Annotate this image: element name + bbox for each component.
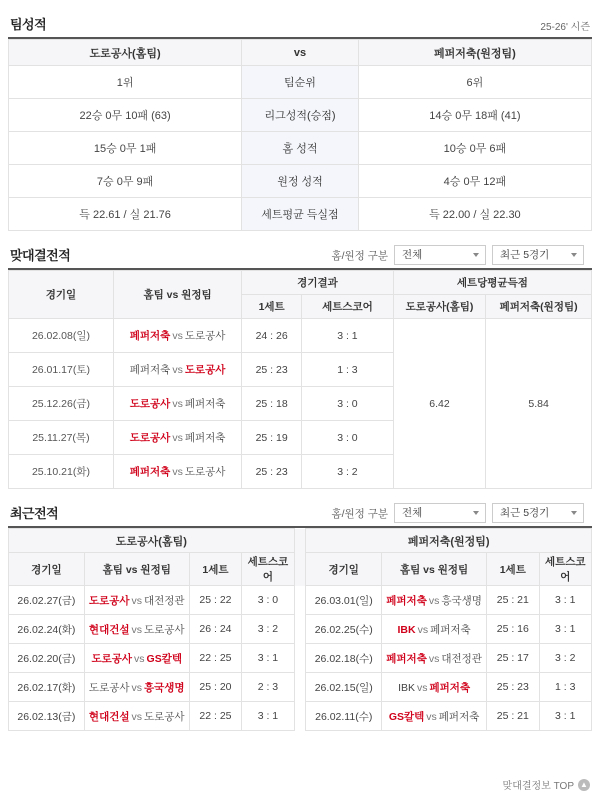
recent-left-away-team: 흥국생명 bbox=[144, 681, 185, 694]
table-row bbox=[9, 198, 592, 231]
h2h-section-header bbox=[8, 245, 592, 270]
h2h-title: 맞대결전적 bbox=[10, 248, 71, 263]
h2h-row-match: 페퍼저축 vs 도로공사 bbox=[113, 455, 241, 489]
h2h-row-away-team: 도로공사 bbox=[184, 364, 226, 376]
h2h-row-date: 26.02.08(일) bbox=[9, 319, 114, 353]
recent-section-header bbox=[8, 503, 592, 528]
h2h-header-avg-group: 세트당평균득점 bbox=[393, 271, 591, 295]
recent-right-set-score: 3 : 1 bbox=[539, 586, 591, 615]
team-record-away-value: 14승 0무 18패 (41) bbox=[358, 99, 591, 132]
recent-left-set-score: 3 : 1 bbox=[242, 644, 294, 673]
h2h-table bbox=[8, 270, 592, 489]
h2h-row-set-score: 1 : 3 bbox=[302, 353, 394, 387]
h2h-header-avg-away: 페퍼저축(원정팀) bbox=[486, 295, 592, 319]
recent-left-away-team: 도로공사 bbox=[144, 710, 185, 723]
h2h-header-avg-home: 도로공사(홈팀) bbox=[393, 295, 485, 319]
recent-left-header-date: 경기일 bbox=[9, 553, 85, 586]
recent-right-set-score: 3 : 1 bbox=[539, 702, 591, 731]
team-record-away-value: 10승 0무 6패 bbox=[358, 132, 591, 165]
footer-top-link[interactable] bbox=[503, 777, 590, 792]
recent-right-away-team: 페퍼저축 bbox=[438, 710, 480, 723]
recent-home-away-value: 전체 bbox=[402, 507, 423, 519]
recent-left-date: 26.02.17(화) bbox=[9, 673, 85, 702]
h2h-row-away-team: 도로공사 bbox=[184, 330, 226, 342]
recent-right-set-score: 3 : 1 bbox=[539, 615, 591, 644]
recent-home-away-label: 홈/원정 구분 bbox=[331, 507, 388, 520]
recent-left-set-score: 3 : 0 bbox=[242, 586, 294, 615]
recent-right-date: 26.02.25(수) bbox=[306, 615, 382, 644]
table-header-row bbox=[9, 529, 592, 553]
team-record-row-label: 원정 성적 bbox=[242, 165, 359, 198]
chevron-down-icon bbox=[467, 246, 485, 264]
team-record-home-value: 1위 bbox=[9, 66, 242, 99]
h2h-row-set-score: 3 : 1 bbox=[302, 319, 394, 353]
h2h-filters bbox=[331, 245, 584, 265]
team-record-header-home: 도로공사(홈팀) bbox=[9, 40, 242, 66]
h2h-row-set-score: 3 : 2 bbox=[302, 455, 394, 489]
recent-right-home-team: IBK bbox=[398, 681, 416, 694]
team-record-section-header bbox=[8, 14, 592, 39]
recent-left-team-title: 도로공사(홈팀) bbox=[9, 529, 295, 553]
recent-left-match: 도로공사 vs 흥국생명 bbox=[84, 673, 189, 702]
h2h-home-away-label: 홈/원정 구분 bbox=[331, 249, 388, 262]
h2h-home-away-select[interactable] bbox=[394, 245, 486, 265]
table-divider bbox=[294, 615, 306, 644]
recent-right-set-score: 1 : 3 bbox=[539, 673, 591, 702]
recent-right-header-match: 홈팀 vs 원정팀 bbox=[382, 553, 487, 586]
h2h-row-home-team: 페퍼저축 bbox=[129, 364, 171, 376]
recent-right-set1: 25 : 23 bbox=[487, 673, 539, 702]
table-divider bbox=[294, 553, 306, 586]
h2h-header-set1: 1세트 bbox=[242, 295, 302, 319]
recent-left-home-team: 도로공사 bbox=[91, 652, 133, 665]
recent-right-header-date: 경기일 bbox=[306, 553, 382, 586]
table-row bbox=[9, 319, 592, 353]
team-record-home-value: 22승 0무 10패 (63) bbox=[9, 99, 242, 132]
h2h-row-set1: 25 : 23 bbox=[242, 455, 302, 489]
team-record-row-label: 세트평균 득실점 bbox=[242, 198, 359, 231]
table-row bbox=[9, 673, 592, 702]
recent-left-set1: 22 : 25 bbox=[189, 702, 241, 731]
team-record-away-value: 4승 0무 12패 bbox=[358, 165, 591, 198]
recent-left-date: 26.02.27(금) bbox=[9, 586, 85, 615]
h2h-row-home-team: 도로공사 bbox=[129, 398, 171, 410]
recent-right-home-team: 페퍼저축 bbox=[386, 594, 427, 607]
h2h-header-result-group: 경기결과 bbox=[242, 271, 394, 295]
recent-left-match: 도로공사 vs GS칼텍 bbox=[84, 644, 189, 673]
h2h-games-value: 최근 5경기 bbox=[500, 249, 550, 261]
recent-left-away-team: 대전정관 bbox=[144, 594, 185, 607]
team-record-row-label: 팀순위 bbox=[242, 66, 359, 99]
h2h-row-date: 25.12.26(금) bbox=[9, 387, 114, 421]
recent-right-team-title: 페퍼저축(원정팀) bbox=[306, 529, 592, 553]
table-row bbox=[9, 66, 592, 99]
team-record-title: 팀성적 bbox=[10, 17, 47, 32]
recent-left-home-team: 도로공사 bbox=[88, 594, 130, 607]
recent-games-value: 최근 5경기 bbox=[500, 507, 550, 519]
recent-left-home-team: 현대건설 bbox=[88, 710, 130, 723]
h2h-home-away-value: 전체 bbox=[402, 249, 423, 261]
recent-right-set1: 25 : 21 bbox=[487, 702, 539, 731]
recent-left-header-set-score: 세트스코어 bbox=[242, 553, 294, 586]
recent-title: 최근전적 bbox=[10, 506, 59, 521]
h2h-row-set-score: 3 : 0 bbox=[302, 421, 394, 455]
team-record-home-value: 15승 0무 1패 bbox=[9, 132, 242, 165]
recent-right-match: IBK vs 페퍼저축 bbox=[382, 615, 487, 644]
h2h-row-home-team: 페퍼저축 bbox=[129, 466, 171, 478]
h2h-row-away-team: 페퍼저축 bbox=[184, 432, 226, 444]
recent-right-away-team: 페퍼저축 bbox=[429, 681, 471, 694]
h2h-row-match: 도로공사 vs 페퍼저축 bbox=[113, 421, 241, 455]
table-row bbox=[9, 165, 592, 198]
team-record-home-value: 득 22.61 / 실 21.76 bbox=[9, 198, 242, 231]
recent-left-date: 26.02.20(금) bbox=[9, 644, 85, 673]
table-divider bbox=[294, 586, 306, 615]
recent-right-date: 26.02.11(수) bbox=[306, 702, 382, 731]
recent-home-away-select[interactable] bbox=[394, 503, 486, 523]
recent-right-date: 26.02.18(수) bbox=[306, 644, 382, 673]
recent-left-away-team: 도로공사 bbox=[144, 623, 185, 636]
h2h-row-match: 페퍼저축 vs 도로공사 bbox=[113, 319, 241, 353]
recent-right-set1: 25 : 21 bbox=[487, 586, 539, 615]
table-row bbox=[9, 615, 592, 644]
recent-right-away-team: 대전정관 bbox=[441, 652, 482, 665]
season-label: 25-26' 시즌 bbox=[540, 22, 590, 33]
table-row bbox=[9, 99, 592, 132]
recent-left-home-team: 도로공사 bbox=[88, 681, 130, 694]
h2h-row-set-score: 3 : 0 bbox=[302, 387, 394, 421]
h2h-row-date: 25.10.21(화) bbox=[9, 455, 114, 489]
h2h-row-match: 도로공사 vs 페퍼저축 bbox=[113, 387, 241, 421]
recent-right-home-team: GS칼텍 bbox=[388, 710, 425, 723]
table-divider bbox=[294, 702, 306, 731]
recent-left-set-score: 3 : 1 bbox=[242, 702, 294, 731]
h2h-row-set1: 25 : 18 bbox=[242, 387, 302, 421]
scroll-to-top-icon[interactable]: ▲ bbox=[578, 779, 590, 791]
h2h-row-home-team: 도로공사 bbox=[129, 432, 171, 444]
recent-right-match: IBK vs 페퍼저축 bbox=[382, 673, 487, 702]
h2h-avg-away-value: 5.84 bbox=[486, 319, 592, 489]
h2h-row-home-team: 페퍼저축 bbox=[129, 330, 171, 342]
h2h-header-set-score: 세트스코어 bbox=[302, 295, 394, 319]
recent-left-set-score: 2 : 3 bbox=[242, 673, 294, 702]
table-row bbox=[9, 586, 592, 615]
h2h-row-match: 페퍼저축 vs 도로공사 bbox=[113, 353, 241, 387]
recent-right-set-score: 3 : 2 bbox=[539, 644, 591, 673]
h2h-header-match: 홈팀 vs 원정팀 bbox=[113, 271, 241, 319]
recent-right-date: 26.02.15(일) bbox=[306, 673, 382, 702]
recent-left-home-team: 현대건설 bbox=[88, 623, 130, 636]
team-record-away-value: 득 22.00 / 실 22.30 bbox=[358, 198, 591, 231]
recent-left-match: 도로공사 vs 대전정관 bbox=[84, 586, 189, 615]
chevron-down-icon bbox=[565, 246, 583, 264]
recent-left-set-score: 3 : 2 bbox=[242, 615, 294, 644]
recent-right-match: 페퍼저축 vs 대전정관 bbox=[382, 644, 487, 673]
recent-right-date: 26.03.01(일) bbox=[306, 586, 382, 615]
h2h-avg-home-value: 6.42 bbox=[393, 319, 485, 489]
recent-left-date: 26.02.24(화) bbox=[9, 615, 85, 644]
table-row bbox=[9, 132, 592, 165]
team-record-row-label: 홈 성적 bbox=[242, 132, 359, 165]
recent-right-home-team: IBK bbox=[397, 623, 416, 636]
recent-right-match: GS칼텍 vs 페퍼저축 bbox=[382, 702, 487, 731]
table-divider bbox=[294, 673, 306, 702]
recent-right-header-set-score: 세트스코어 bbox=[539, 553, 591, 586]
team-record-home-value: 7승 0무 9패 bbox=[9, 165, 242, 198]
recent-left-set1: 22 : 25 bbox=[189, 644, 241, 673]
recent-left-header-set1: 1세트 bbox=[189, 553, 241, 586]
recent-right-set1: 25 : 17 bbox=[487, 644, 539, 673]
recent-right-away-team: 흥국생명 bbox=[441, 594, 482, 607]
h2h-games-select[interactable] bbox=[492, 245, 584, 265]
recent-games-select[interactable] bbox=[492, 503, 584, 523]
table-header-row bbox=[9, 553, 592, 586]
table-divider bbox=[294, 644, 306, 673]
recent-right-home-team: 페퍼저축 bbox=[386, 652, 427, 665]
chevron-down-icon bbox=[467, 504, 485, 522]
recent-records-table bbox=[8, 528, 592, 731]
table-header-row bbox=[9, 40, 592, 66]
h2h-row-away-team: 도로공사 bbox=[184, 466, 226, 478]
recent-left-set1: 25 : 22 bbox=[189, 586, 241, 615]
recent-left-match: 현대건설 vs 도로공사 bbox=[84, 615, 189, 644]
h2h-row-set1: 24 : 26 bbox=[242, 319, 302, 353]
recent-right-header-set1: 1세트 bbox=[487, 553, 539, 586]
chevron-down-icon bbox=[565, 504, 583, 522]
team-record-header-away: 페퍼저축(원정팀) bbox=[358, 40, 591, 66]
recent-left-set1: 26 : 24 bbox=[189, 615, 241, 644]
recent-right-set1: 25 : 16 bbox=[487, 615, 539, 644]
h2h-row-away-team: 페퍼저축 bbox=[184, 398, 226, 410]
table-header-row bbox=[9, 271, 592, 295]
team-record-table bbox=[8, 39, 592, 231]
team-record-away-value: 6위 bbox=[358, 66, 591, 99]
recent-left-set1: 25 : 20 bbox=[189, 673, 241, 702]
h2h-row-set1: 25 : 23 bbox=[242, 353, 302, 387]
table-divider bbox=[294, 529, 306, 553]
table-row bbox=[9, 702, 592, 731]
footer-label: 맞대결정보 TOP bbox=[502, 781, 574, 792]
recent-filters bbox=[331, 503, 584, 523]
h2h-row-date: 25.11.27(목) bbox=[9, 421, 114, 455]
recent-left-header-match: 홈팀 vs 원정팀 bbox=[84, 553, 189, 586]
h2h-header-date: 경기일 bbox=[9, 271, 114, 319]
recent-right-away-team: 페퍼저축 bbox=[430, 623, 471, 636]
h2h-row-set1: 25 : 19 bbox=[242, 421, 302, 455]
team-record-row-label: 리그성적(승점) bbox=[242, 99, 359, 132]
recent-left-away-team: GS칼텍 bbox=[146, 652, 183, 665]
table-row bbox=[9, 644, 592, 673]
recent-right-match: 페퍼저축 vs 흥국생명 bbox=[382, 586, 487, 615]
team-record-header-vs: vs bbox=[242, 40, 359, 66]
recent-left-match: 현대건설 vs 도로공사 bbox=[84, 702, 189, 731]
recent-left-date: 26.02.13(금) bbox=[9, 702, 85, 731]
h2h-row-date: 26.01.17(토) bbox=[9, 353, 114, 387]
